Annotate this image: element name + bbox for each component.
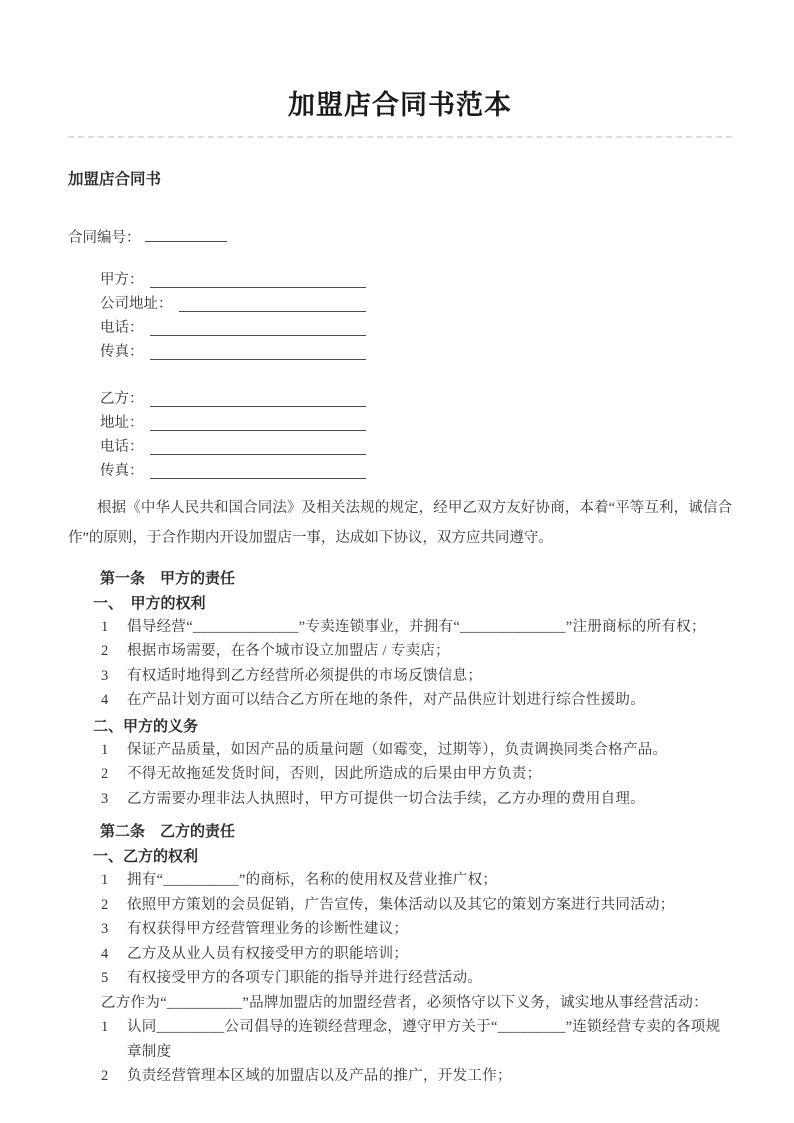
party-row-blank (150, 411, 367, 431)
party-row-label: 电话： (100, 439, 144, 456)
list-item (68, 868, 732, 893)
article-2-title: 第二条 乙方的责任 (100, 824, 236, 841)
party-row-blank (150, 316, 367, 336)
item-number: 1 (101, 618, 109, 635)
party-row-label: 地址： (100, 415, 144, 432)
item-number: 4 (101, 945, 109, 962)
item-text: 乙方需要办理非法人执照时，甲方可提供一切合法手续，乙方办理的费用自理。 (127, 790, 645, 807)
party-row (100, 268, 366, 292)
list-item (68, 787, 732, 812)
item-text: 不得无故拖延发货时间，否则，因此所造成的后果由甲方负责； (127, 766, 542, 783)
item-text: 保证产品质量，如因产品的质量问题（如霉变，过期等），负责调换同类合格产品。 (127, 741, 668, 758)
item-number: 4 (101, 692, 109, 709)
document-title: 加盟店合同书范本 (288, 90, 512, 120)
article-1-title: 第一条 甲方的责任 (100, 570, 236, 587)
item-number: 3 (101, 921, 109, 938)
list-item (68, 1064, 732, 1089)
party-row-blank (150, 387, 367, 407)
list-item (68, 917, 732, 942)
party-row-blank (150, 435, 367, 455)
contract-number-blank (145, 226, 227, 242)
item-text: 负责经营管理本区域的加盟店以及产品的推广，开发工作； (127, 1068, 512, 1085)
party-row (100, 411, 366, 435)
party-row (100, 340, 366, 364)
party-row-label: 甲方： (100, 272, 144, 289)
party-row-label: 公司地址： (100, 296, 173, 313)
list-item (68, 942, 732, 967)
item-text: 有权接受甲方的各项专门职能的指导并进行经营活动。 (127, 970, 483, 987)
item-number: 2 (101, 766, 109, 783)
item-text: 依照甲方策划的会员促销，广告宣传，集体活动以及其它的策划方案进行共同活动； (127, 896, 675, 913)
preamble-paragraph: 根据《中华人民共和国合同法》及相关法规的规定，经甲乙双方友好协商，本着“平等互利，诚信合作”的原则，于合作期内开设加盟店一事，达成如下协议，双方应共同遵守。 (68, 500, 732, 547)
obligation-intro: 乙方作为“__________”品牌加盟店的加盟经营者，必须恪守以下义务，诚实地从事经营活动： (101, 994, 708, 1011)
item-number: 1 (101, 741, 109, 758)
document-subtitle: 加盟店合同书 (68, 171, 162, 189)
article-1-duties-heading: 二、甲方的义务 (93, 718, 199, 735)
party-row (100, 459, 366, 483)
item-number: 3 (101, 790, 109, 807)
party-row-blank (179, 292, 367, 312)
item-text: 根据市场需要，在各个城市设立加盟店 / 专卖店； (127, 643, 450, 660)
article-2-rights-heading: 一、乙方的权利 (93, 849, 199, 866)
list-item (68, 688, 732, 713)
party-row-blank (150, 268, 367, 288)
list-item (68, 639, 732, 664)
party-row (100, 316, 366, 340)
contract-number-label: 合同编号： (68, 230, 141, 247)
party-row-label: 传真： (100, 344, 144, 361)
party-row-label: 电话： (100, 320, 144, 337)
item-number: 3 (101, 667, 109, 684)
item-text: 拥有“__________”的商标，名称的使用权及营业推广权； (127, 872, 498, 889)
item-text: 乙方及从业人员有权接受甲方的职能培训； (127, 945, 409, 962)
item-number: 2 (101, 1068, 109, 1085)
list-item (68, 966, 732, 991)
item-number: 1 (101, 872, 109, 889)
list-item (68, 615, 732, 640)
list-item (68, 893, 732, 918)
dotted-divider (68, 136, 732, 138)
party-row-label: 传真： (100, 463, 144, 480)
item-text: 认同_________公司倡导的连锁经营理念，遵守甲方关于“_________”连锁经营专卖的各项规章制度 (127, 1019, 721, 1060)
item-number: 2 (101, 643, 109, 660)
party-row-blank (150, 340, 367, 360)
article-1-rights-heading: 一、 甲方的权利 (93, 595, 206, 612)
party-row-blank (150, 459, 367, 479)
list-item (68, 762, 732, 787)
party-b-block (100, 387, 366, 483)
item-number: 2 (101, 896, 109, 913)
party-row-label: 乙方： (100, 391, 144, 408)
item-number: 1 (101, 1019, 109, 1036)
party-a-block (100, 268, 366, 364)
list-item (68, 664, 732, 689)
party-row (100, 435, 366, 459)
party-row (100, 387, 366, 411)
list-item (68, 1015, 732, 1064)
item-number: 5 (101, 970, 109, 987)
item-text: 有权获得甲方经营管理业务的诊断性建议； (127, 921, 409, 938)
item-text: 有权适时地得到乙方经营所必须提供的市场反馈信息； (127, 667, 483, 684)
item-text: 倡导经营“______________”专卖连锁事业，并拥有“______________”注册商标的所有权； (127, 618, 706, 635)
party-row (100, 292, 366, 316)
list-item (68, 738, 732, 763)
item-text: 在产品计划方面可以结合乙方所在地的条件，对产品供应计划进行综合性援助。 (127, 692, 645, 709)
contract-number-row (68, 226, 732, 250)
